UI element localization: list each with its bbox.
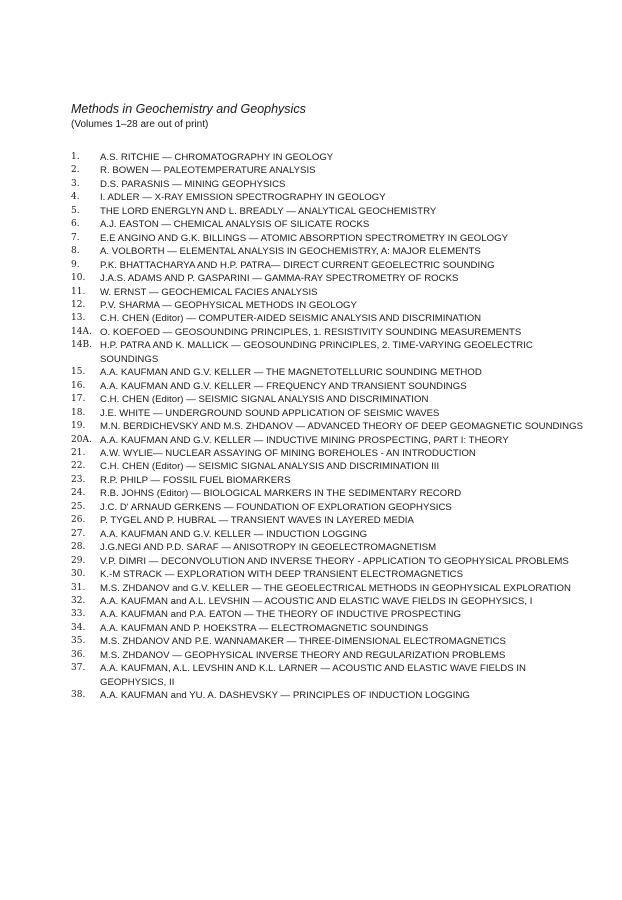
volume-title: J.A.S. ADAMS AND P. GASPARINI — GAMMA-RAY SPECTROMETRY OF ROCKS (100, 273, 459, 285)
volume-entry (71, 582, 591, 595)
volume-entry (71, 380, 591, 393)
volume-title: V.P. DIMRI — DECONVOLUTION AND INVERSE THEORY - APPLICATION TO GEOPHYSICAL PROBLEMS (100, 555, 569, 567)
volume-title: H.P. PATRA AND K. MALLICK — GEOSOUNDING PRINCIPLES, 2. TIME-VARYING GEOELECTRIC SOUNDINGS (100, 340, 533, 365)
volume-title: A.A. KAUFMAN AND G.V. KELLER — INDUCTION LOGGING (100, 528, 368, 540)
volume-number: 36. (71, 649, 86, 660)
volume-number: 31. (71, 582, 86, 593)
volume-list (71, 151, 591, 703)
volume-title: P. TYGEL AND P. HUBRAL — TRANSIENT WAVES IN LAYERED MEDIA (100, 515, 414, 527)
volume-number: 19. (71, 421, 86, 432)
volume-title: A.A. KAUFMAN AND G.V. KELLER — FREQUENCY AND TRANSIENT SOUNDINGS (100, 380, 467, 392)
volume-title: I. ADLER — X-RAY EMISSION SPECTROGRAPHY IN GEOLOGY (100, 192, 386, 204)
volume-number: 28. (71, 542, 86, 553)
volume-number: 3. (71, 178, 80, 189)
volume-entry (71, 501, 591, 514)
volume-number: 23. (71, 474, 86, 485)
volume-entry (71, 286, 591, 299)
volume-title: M.N. BERDICHEVSKY AND M.S. ZHDANOV — ADVANCED THEORY OF DEEP GEOMAGNETIC SOUNDINGS (100, 421, 584, 433)
volume-entry (71, 191, 591, 204)
volume-title: C.H. CHEN (Editor) — SEISMIC SIGNAL ANALYSIS AND DISCRIMINATION III (100, 461, 440, 473)
volume-title: P.V. SHARMA — GEOPHYSICAL METHODS IN GEOLOGY (100, 299, 357, 311)
volume-title: A.A. KAUFMAN and P.A. EATON — THE THEORY OF INDUCTIVE PROSPECTING (100, 609, 461, 621)
series-title: Methods in Geochemistry and Geophysics (71, 102, 306, 116)
volume-entry (71, 272, 591, 285)
volume-title: R.B. JOHNS (Editor) — BIOLOGICAL MARKERS IN THE SEDIMENTARY RECORD (100, 488, 462, 500)
volume-title: M.S. ZHDANOV — GEOPHYSICAL INVERSE THEORY AND REGULARIZATION PROBLEMS (100, 649, 506, 661)
volume-entry (71, 649, 591, 662)
volume-entry (71, 555, 591, 568)
volume-entry (71, 434, 591, 447)
volume-number: 5. (71, 205, 80, 216)
volume-number: 20A. (71, 434, 92, 445)
volume-title: M.S. ZHDANOV and G.V. KELLER — THE GEOELECTRICAL METHODS IN GEOPHYSICAL EXPLORATION (100, 582, 571, 594)
volume-entry (71, 205, 591, 218)
volume-entry (71, 178, 591, 191)
volume-number: 26. (71, 515, 86, 526)
volume-number: 10. (71, 273, 86, 284)
volume-entry (71, 393, 591, 406)
volume-title: R.P. PHILP — FOSSIL FUEL BIOMARKERS (100, 474, 291, 486)
volume-title: M.S. ZHDANOV AND P.E. WANNAMAKER — THREE-DIMENSIONAL ELECTROMAGNETICS (100, 636, 506, 648)
volume-title: C.H. CHEN (Editor) — SEISMIC SIGNAL ANALYSIS AND DISCRIMINATION (100, 394, 429, 406)
volume-title: A.A. KAUFMAN and YU. A. DASHEVSKY — PRINCIPLES OF INDUCTION LOGGING (100, 690, 470, 702)
volume-title: A. VOLBORTH — ELEMENTAL ANALYSIS IN GEOCHEMISTRY, A: MAJOR ELEMENTS (100, 246, 481, 258)
volume-entry (71, 635, 591, 648)
volume-number: 27. (71, 528, 86, 539)
volume-entry (71, 326, 591, 339)
volume-entry (71, 474, 591, 487)
volume-number: 14B. (71, 340, 93, 351)
volume-number: 29. (71, 555, 86, 566)
book-series-page (71, 101, 591, 703)
volume-entry (71, 447, 591, 460)
volume-entry (71, 407, 591, 420)
volume-entry (71, 568, 591, 581)
volume-number: 8. (71, 246, 80, 257)
volume-entry (71, 151, 591, 164)
volume-entry (71, 312, 591, 325)
volume-entry (71, 259, 591, 272)
volume-entry (71, 164, 591, 177)
volume-entry (71, 514, 591, 527)
volume-entry (71, 622, 591, 635)
volume-number: 17. (71, 394, 86, 405)
volume-title: J.C. D' ARNAUD GERKENS — FOUNDATION OF EXPLORATION GEOPHYSICS (100, 501, 452, 513)
volume-entry (71, 541, 591, 554)
volume-number: 12. (71, 299, 86, 310)
volume-title: THE LORD ENERGLYN AND L. BREADLY — ANALYTICAL GEOCHEMISTRY (100, 205, 437, 217)
volume-number: 34. (71, 622, 86, 633)
volume-title: E.E ANGINO AND G.K. BILLINGS — ATOMIC ABSORPTION SPECTROMETRY IN GEOLOGY (100, 232, 509, 244)
volume-number: 25. (71, 501, 86, 512)
volume-number: 6. (71, 219, 80, 230)
volume-entry (71, 528, 591, 541)
volume-title: J.G.NEGI AND P.D. SARAF — ANISOTROPY IN GEOELECTROMAGNETISM (100, 542, 437, 554)
volume-title: P.K. BHATTACHARYA AND H.P. PATRA— DIRECT CURRENT GEOELECTRIC SOUNDING (100, 259, 495, 271)
volume-number: 11. (71, 286, 86, 297)
volume-title: A.W. WYLIE— NUCLEAR ASSAYING OF MINING BOREHOLES - AN INTRODUCTION (100, 447, 476, 459)
volume-entry (71, 366, 591, 379)
volume-number: 13. (71, 313, 86, 324)
volume-number: 33. (71, 609, 86, 620)
volume-title: R. BOWEN — PALEOTEMPERATURE ANALYSIS (100, 165, 316, 177)
volume-title: W. ERNST — GEOCHEMICAL FACIES ANALYSIS (100, 286, 318, 298)
volume-entry (71, 487, 591, 500)
volume-number: 4. (71, 192, 80, 203)
volume-number: 21. (71, 447, 86, 458)
volume-title: A.A. KAUFMAN AND G.V. KELLER — INDUCTIVE MINING PROSPECTING, PART I: THEORY (100, 434, 509, 446)
volume-number: 7. (71, 232, 80, 243)
volume-number: 15. (71, 367, 86, 378)
volume-number: 22. (71, 461, 86, 472)
volume-title: A.S. RITCHIE — CHROMATOGRAPHY IN GEOLOGY (100, 152, 334, 163)
volume-entry (71, 232, 591, 245)
volume-title: A.A. KAUFMAN and A.L. LEVSHIN — ACOUSTIC AND ELASTIC WAVE FIELDS IN GEOPHYSICS, I (100, 595, 533, 607)
volume-number: 1. (71, 152, 80, 162)
volume-number: 14A. (71, 326, 92, 337)
volume-title: A.A. KAUFMAN AND G.V. KELLER — THE MAGNETOTELLURIC SOUNDING METHOD (100, 367, 482, 379)
volume-number: 16. (71, 380, 86, 391)
volume-entry (71, 662, 591, 689)
volume-number: 32. (71, 595, 86, 606)
volume-number: 2. (71, 165, 80, 176)
volume-title: A.A. KAUFMAN AND P. HOEKSTRA — ELECTROMAGNETIC SOUNDINGS (100, 622, 429, 634)
volume-entry (71, 420, 591, 433)
volume-title: D.S. PARASNIS — MINING GEOPHYSICS (100, 178, 286, 190)
volume-title: A.A. KAUFMAN, A.L. LEVSHIN AND K.L. LARNER — ACOUSTIC AND ELASTIC WAVE FIELDS IN GEOPHYSICS, II (100, 663, 526, 688)
series-note: (Volumes 1–28 are out of print) (71, 119, 209, 130)
volume-number: 18. (71, 407, 86, 418)
volume-entry (71, 299, 591, 312)
volume-number: 9. (71, 259, 80, 270)
volume-entry (71, 689, 591, 702)
volume-entry (71, 245, 591, 258)
volume-number: 35. (71, 636, 86, 647)
volume-number: 37. (71, 663, 86, 674)
volume-title: C.H. CHEN (Editor) — COMPUTER-AIDED SEISMIC ANALYSIS AND DISCRIMINATION (100, 313, 482, 325)
volume-number: 24. (71, 488, 86, 499)
volume-title: J.E. WHITE — UNDERGROUND SOUND APPLICATION OF SEISMIC WAVES (100, 407, 440, 419)
volume-entry (71, 608, 591, 621)
volume-entry (71, 595, 591, 608)
volume-title: O. KOEFOED — GEOSOUNDING PRINCIPLES, 1. RESISTIVITY SOUNDING MEASUREMENTS (100, 326, 522, 338)
volume-title: A.J. EASTON — CHEMICAL ANALYSIS OF SILICATE ROCKS (100, 219, 370, 231)
volume-entry (71, 218, 591, 231)
volume-number: 38. (71, 690, 86, 701)
volume-title: K.-M STRACK — EXPLORATION WITH DEEP TRANSIENT ELECTROMAGNETICS (100, 569, 464, 581)
volume-entry (71, 460, 591, 473)
volume-entry (71, 339, 591, 366)
volume-number: 30. (71, 569, 86, 580)
